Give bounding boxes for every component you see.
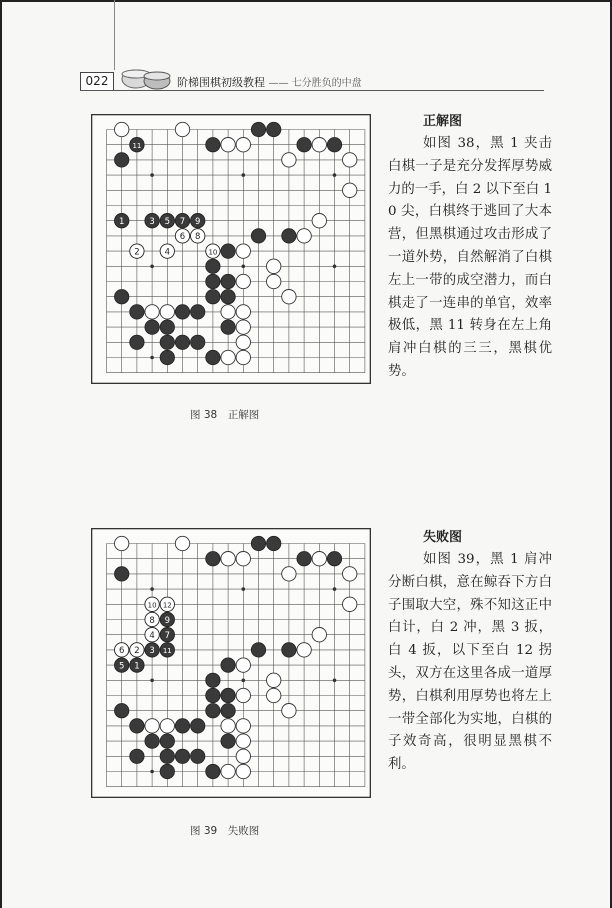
black-stone — [130, 749, 144, 763]
black-stone — [206, 764, 220, 778]
white-stone — [145, 719, 159, 733]
black-stone — [221, 688, 235, 702]
black-stone — [221, 704, 235, 718]
white-stone — [221, 350, 235, 364]
white-stone — [221, 552, 235, 566]
diagram-caption: 图 39 失败图 — [190, 825, 260, 837]
black-stone — [115, 153, 129, 167]
white-stone — [115, 122, 129, 136]
black-stone — [221, 734, 235, 748]
black-stone — [282, 229, 296, 243]
black-stone — [191, 305, 205, 319]
stone-move-number: 7 — [179, 217, 186, 227]
section-title: 正解图 — [423, 114, 463, 129]
black-stone — [191, 749, 205, 763]
stone-move-number: 1 — [134, 661, 140, 672]
white-stone — [267, 274, 281, 288]
white-stone — [312, 214, 326, 228]
white-stone — [236, 274, 250, 288]
white-stone — [236, 305, 250, 319]
white-stone — [282, 704, 296, 718]
header-divider — [114, 0, 115, 70]
black-stone — [251, 229, 265, 243]
white-stone — [343, 597, 357, 611]
black-stone — [267, 122, 281, 136]
black-stone — [175, 305, 189, 319]
page-number: 022 — [80, 72, 114, 91]
black-stone — [221, 658, 235, 672]
scan-border-top — [0, 0, 612, 2]
stone-move-number: 6 — [179, 232, 186, 243]
white-stone — [221, 305, 235, 319]
stone-move-number: 12 — [162, 601, 172, 610]
white-stone — [160, 305, 174, 319]
white-stone — [236, 734, 250, 748]
white-stone — [236, 350, 250, 364]
white-stone — [115, 536, 129, 550]
black-stone — [175, 749, 189, 763]
white-stone — [145, 305, 159, 319]
stone-move-number: 6 — [118, 646, 125, 657]
stone-move-number: 4 — [164, 247, 171, 258]
black-stone — [191, 335, 205, 349]
black-stone — [175, 719, 189, 733]
commentary-correct — [388, 111, 552, 384]
black-stone — [160, 749, 174, 763]
white-stone — [236, 688, 250, 702]
section-body: 如图 39，黑 1 肩冲分断白棋，意在鲸吞下方白子围取大空，殊不知这正中白计，白 2 冲，黑 3 扳，白 4 扳，以下至白 12 拐头，双方在这里各成一道厚势，白棋利用厚势也将左上一带全部化为实地，白棋的子效奇高，很明显黑棋不利。 — [388, 552, 552, 773]
black-stone — [191, 719, 205, 733]
stone-move-number: 3 — [149, 217, 155, 227]
white-stone — [267, 688, 281, 702]
black-stone — [297, 552, 311, 566]
stone-move-number: 11 — [162, 647, 172, 656]
stone-move-number: 8 — [149, 615, 155, 626]
white-stone — [343, 183, 357, 197]
black-stone — [206, 552, 220, 566]
book-title: 阶梯围棋初级教程 — [177, 76, 265, 89]
white-stone — [160, 719, 174, 733]
black-stone — [251, 643, 265, 657]
black-stone — [115, 290, 129, 304]
black-stone — [115, 567, 129, 581]
stone-move-number: 11 — [132, 142, 142, 150]
black-stone — [282, 643, 296, 657]
diagram-caption: 图 38 正解图 — [190, 409, 260, 421]
white-stone — [175, 536, 189, 550]
white-stone — [267, 259, 281, 273]
black-stone — [145, 734, 159, 748]
book-subtitle: —— 七分胜负的中盘 — [268, 78, 362, 89]
white-stone — [267, 673, 281, 687]
white-stone — [236, 764, 250, 778]
white-stone — [221, 719, 235, 733]
stone-move-number: 2 — [134, 247, 140, 258]
black-stone — [206, 138, 220, 152]
white-stone — [236, 658, 250, 672]
white-stone — [236, 749, 250, 763]
white-stone — [297, 643, 311, 657]
white-stone — [312, 552, 326, 566]
stone-move-number: 4 — [149, 631, 155, 641]
white-stone — [221, 764, 235, 778]
white-stone — [236, 320, 250, 334]
stone-move-number: 8 — [194, 232, 201, 243]
white-stone — [312, 628, 326, 642]
black-stone — [115, 704, 129, 718]
white-stone — [282, 567, 296, 581]
black-stone — [206, 673, 220, 687]
black-stone — [160, 350, 174, 364]
black-stone — [160, 764, 174, 778]
black-stone — [206, 274, 220, 288]
running-header — [177, 74, 362, 90]
go-diagram-39 — [91, 528, 371, 798]
black-stone — [160, 335, 174, 349]
black-stone — [175, 335, 189, 349]
white-stone — [297, 229, 311, 243]
white-stone — [236, 244, 250, 258]
go-bowls-icon — [120, 62, 172, 92]
white-stone — [343, 567, 357, 581]
black-stone — [221, 244, 235, 258]
white-stone — [175, 122, 189, 136]
black-stone — [221, 290, 235, 304]
white-stone — [343, 153, 357, 167]
black-stone — [206, 350, 220, 364]
stone-move-number: 9 — [194, 217, 201, 227]
black-stone — [160, 734, 174, 748]
stone-move-number: 5 — [164, 217, 171, 227]
section-title: 失败图 — [423, 530, 463, 545]
commentary-failure — [388, 527, 552, 777]
white-stone — [282, 153, 296, 167]
black-stone — [206, 688, 220, 702]
black-stone — [130, 719, 144, 733]
stone-move-number: 1 — [118, 217, 125, 227]
stone-move-number: 2 — [134, 646, 140, 657]
black-stone — [221, 320, 235, 334]
stone-move-number: 10 — [208, 248, 218, 257]
black-stone — [267, 536, 281, 550]
scan-border-left — [0, 0, 2, 908]
white-stone — [236, 719, 250, 733]
stone-move-number: 3 — [149, 646, 155, 657]
black-stone — [327, 138, 341, 152]
stone-move-number: 5 — [118, 661, 125, 672]
black-stone — [160, 320, 174, 334]
section-body: 如图 38，黑 1 夹击白棋一子是充分发挥厚势威力的一手，白 2 以下至白 10 尖，白棋终于逃回了大本营，但黑棋通过攻击形成了一道外势，自然解消了白棋左上一带的成空潜力，而白棋走了一连串的单官，效率极低，黑 11 转身在左上角肩冲白棋的三三，黑棋优势。 — [388, 136, 552, 379]
stone-move-number: 9 — [164, 615, 171, 626]
black-stone — [130, 305, 144, 319]
black-stone — [251, 122, 265, 136]
black-stone — [206, 704, 220, 718]
black-stone — [297, 138, 311, 152]
white-stone — [282, 290, 296, 304]
stone-move-number: 7 — [164, 631, 171, 641]
black-stone — [251, 536, 265, 550]
black-stone — [206, 290, 220, 304]
white-stone — [236, 552, 250, 566]
black-stone — [130, 335, 144, 349]
white-stone — [236, 138, 250, 152]
white-stone — [236, 335, 250, 349]
header-rule — [80, 90, 544, 91]
black-stone — [145, 320, 159, 334]
white-stone — [312, 138, 326, 152]
white-stone — [221, 138, 235, 152]
stone-move-number: 10 — [147, 601, 157, 610]
black-stone — [327, 552, 341, 566]
black-stone — [221, 274, 235, 288]
go-diagram-38 — [91, 114, 371, 384]
black-stone — [206, 259, 220, 273]
